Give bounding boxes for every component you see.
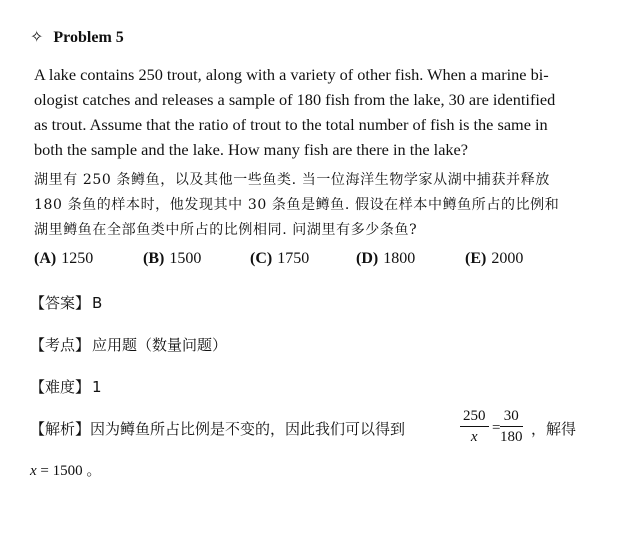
choice-letter: (C) [250,250,273,267]
fraction-1-numerator: 250 [460,407,489,427]
problem-text-english [34,62,574,162]
fraction-1 [460,407,489,447]
difficulty-line [30,376,102,397]
topic-value: 应用题（数量问题） [92,336,228,354]
equals-sign: = [492,420,501,436]
chinese-line: 180 条鱼的样本时，他发现其中 30 条鱼是鳟鱼. 假设在样本中鳟鱼所占的比例和 [34,197,560,213]
diamond-icon: ✧ [30,29,44,46]
choice-value: 2000 [491,250,524,267]
choice-value: 1500 [169,250,202,267]
choice-value: 1750 [277,250,310,267]
difficulty-value: 1 [92,378,102,396]
choice-letter: (E) [465,250,487,267]
analysis-text: 因为鳟鱼所占比例是不变的，因此我们可以得到 [90,420,406,438]
english-line: both the sample and the lake. How many fish are there in the lake? [34,140,469,159]
problem-text-chinese [34,168,579,243]
result-variable: x [30,463,37,479]
result-value: = 1500 。 [36,463,102,479]
problem-header [30,27,124,47]
fraction-2 [500,407,523,447]
fraction-1-denominator: x [470,429,478,445]
choice-a [34,250,93,268]
result-line [30,459,101,480]
choice-b [143,250,201,268]
analysis-tail: ，解得 [531,420,577,438]
english-line: ologist catches and releases a sample of 180 fish from the lake, 30 are identified [34,90,556,109]
choice-letter: (B) [143,250,165,267]
chinese-line: 湖里鳟鱼在全部鱼类中所占的比例相同. 问湖里有多少条鱼? [34,222,418,238]
choice-value: 1250 [61,250,94,267]
topic-label: 【考点】 [30,336,91,354]
english-line: as trout. Assume that the ratio of trout to the total number of fish is the same in [34,115,548,134]
problem-title: Problem 5 [53,29,124,46]
chinese-line: 湖里有 250 条鳟鱼，以及其他一些鱼类. 当一位海洋生物学家从湖中捕获并释放 [34,172,550,188]
choice-d [356,250,415,268]
choice-e [465,250,523,268]
fraction-2-denominator: 180 [500,429,523,445]
english-line: A lake contains 250 trout, along with a variety of other fish. When a marine bi- [34,65,549,84]
choice-value: 1800 [383,250,416,267]
difficulty-label: 【难度】 [30,378,91,396]
answer-line [30,292,102,313]
choice-letter: (D) [356,250,379,267]
choice-letter: (A) [34,250,57,267]
topic-line [30,334,227,355]
answer-value: B [92,294,103,312]
answer-label: 【答案】 [30,294,91,312]
analysis-line [30,418,405,439]
analysis-label: 【解析】 [30,420,91,438]
choice-c [250,250,309,268]
fraction-2-numerator: 30 [500,407,523,427]
